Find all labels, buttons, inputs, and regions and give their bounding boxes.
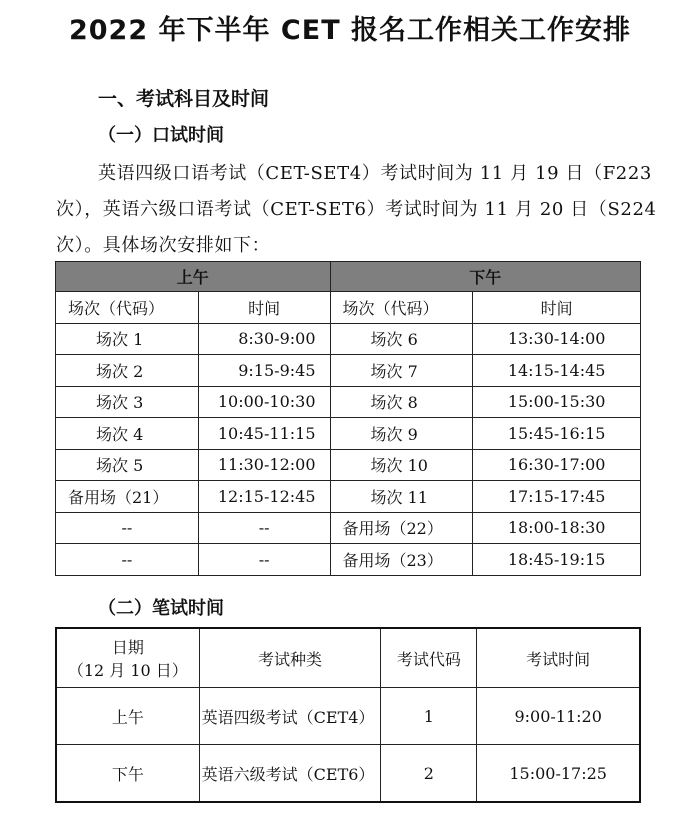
pm-session: 场次 7 bbox=[330, 355, 473, 387]
am-session: 场次 5 bbox=[56, 449, 199, 481]
exam-type-header: 考试种类 bbox=[199, 628, 381, 688]
pm-session: 场次 11 bbox=[330, 481, 473, 513]
exam-type: 英语四级考试（CET4） bbox=[199, 688, 381, 745]
date-header bbox=[56, 628, 199, 688]
am-time: 10:00-10:30 bbox=[198, 386, 330, 418]
am-time: -- bbox=[198, 544, 330, 576]
oral-paragraph-line-3: 次）。具体场次安排如下： bbox=[56, 235, 271, 256]
morning-band: 上午 bbox=[56, 262, 331, 292]
document-title: 2022 年下半年 CET 报名工作相关工作安排 bbox=[68, 15, 632, 46]
am-time: 9:15-9:45 bbox=[198, 355, 330, 387]
pm-time: 17:15-17:45 bbox=[473, 481, 641, 513]
oral-paragraph-line-2: 次），英语六级口语考试（CET-SET6）考试时间为 11 月 20 日（S224 bbox=[56, 199, 657, 220]
pm-session: 场次 6 bbox=[330, 323, 473, 355]
table-row bbox=[56, 512, 641, 544]
written-schedule-table bbox=[55, 627, 641, 803]
am-time: 11:30-12:00 bbox=[198, 449, 330, 481]
pm-session: 场次 9 bbox=[330, 418, 473, 450]
subheading-written-exam-time: （二）笔试时间 bbox=[98, 598, 224, 619]
date-header-label: 日期 bbox=[111, 638, 144, 657]
pm-time: 18:45-19:15 bbox=[473, 544, 641, 576]
pm-session: 场次 10 bbox=[330, 449, 473, 481]
pm-time: 18:00-18:30 bbox=[473, 512, 641, 544]
am-session: 场次 4 bbox=[56, 418, 199, 450]
am-session: -- bbox=[56, 512, 199, 544]
am-session: 备用场（21） bbox=[56, 481, 199, 513]
exam-time: 9:00-11:20 bbox=[477, 688, 640, 745]
period: 下午 bbox=[56, 745, 199, 803]
afternoon-band: 下午 bbox=[330, 262, 641, 292]
exam-time-header: 考试时间 bbox=[477, 628, 640, 688]
pm-time: 14:15-14:45 bbox=[473, 355, 641, 387]
am-time: -- bbox=[198, 512, 330, 544]
am-session: 场次 2 bbox=[56, 355, 199, 387]
exam-time: 15:00-17:25 bbox=[477, 745, 640, 803]
oral-paragraph-line-1: 英语四级口语考试（CET-SET4）考试时间为 11 月 19 日（F223 bbox=[98, 163, 652, 184]
period: 上午 bbox=[56, 688, 199, 745]
am-time: 12:15-12:45 bbox=[198, 481, 330, 513]
oral-table-band-row bbox=[56, 262, 641, 292]
table-row bbox=[56, 323, 641, 355]
table-row bbox=[56, 418, 641, 450]
exam-code-header: 考试代码 bbox=[381, 628, 477, 688]
am-session: -- bbox=[56, 544, 199, 576]
written-table-header-row bbox=[56, 628, 640, 688]
table-row bbox=[56, 386, 641, 418]
section-heading-exam-subjects: 一、考试科目及时间 bbox=[98, 88, 270, 110]
pm-session-header: 场次（代码） bbox=[330, 292, 473, 324]
pm-session: 备用场（22） bbox=[330, 512, 473, 544]
pm-time: 15:45-16:15 bbox=[473, 418, 641, 450]
pm-time: 13:30-14:00 bbox=[473, 323, 641, 355]
am-time: 8:30-9:00 bbox=[198, 323, 330, 355]
pm-time: 16:30-17:00 bbox=[473, 449, 641, 481]
table-row bbox=[56, 355, 641, 387]
am-session: 场次 1 bbox=[56, 323, 199, 355]
exam-type: 英语六级考试（CET6） bbox=[199, 745, 381, 803]
table-row bbox=[56, 745, 640, 803]
exam-code: 2 bbox=[381, 745, 477, 803]
am-session-header: 场次（代码） bbox=[56, 292, 199, 324]
am-time: 10:45-11:15 bbox=[198, 418, 330, 450]
date-header-sub: （12 月 10 日） bbox=[67, 661, 188, 680]
am-time-header: 时间 bbox=[198, 292, 330, 324]
am-session: 场次 3 bbox=[56, 386, 199, 418]
pm-time-header: 时间 bbox=[473, 292, 641, 324]
pm-time: 15:00-15:30 bbox=[473, 386, 641, 418]
table-row bbox=[56, 481, 641, 513]
subheading-oral-exam-time: （一）口试时间 bbox=[98, 125, 224, 146]
table-row bbox=[56, 688, 640, 745]
exam-code: 1 bbox=[381, 688, 477, 745]
table-row bbox=[56, 449, 641, 481]
oral-schedule-table bbox=[55, 261, 641, 576]
pm-session: 备用场（23） bbox=[330, 544, 473, 576]
pm-session: 场次 8 bbox=[330, 386, 473, 418]
oral-table-header-row bbox=[56, 292, 641, 324]
table-row bbox=[56, 544, 641, 576]
